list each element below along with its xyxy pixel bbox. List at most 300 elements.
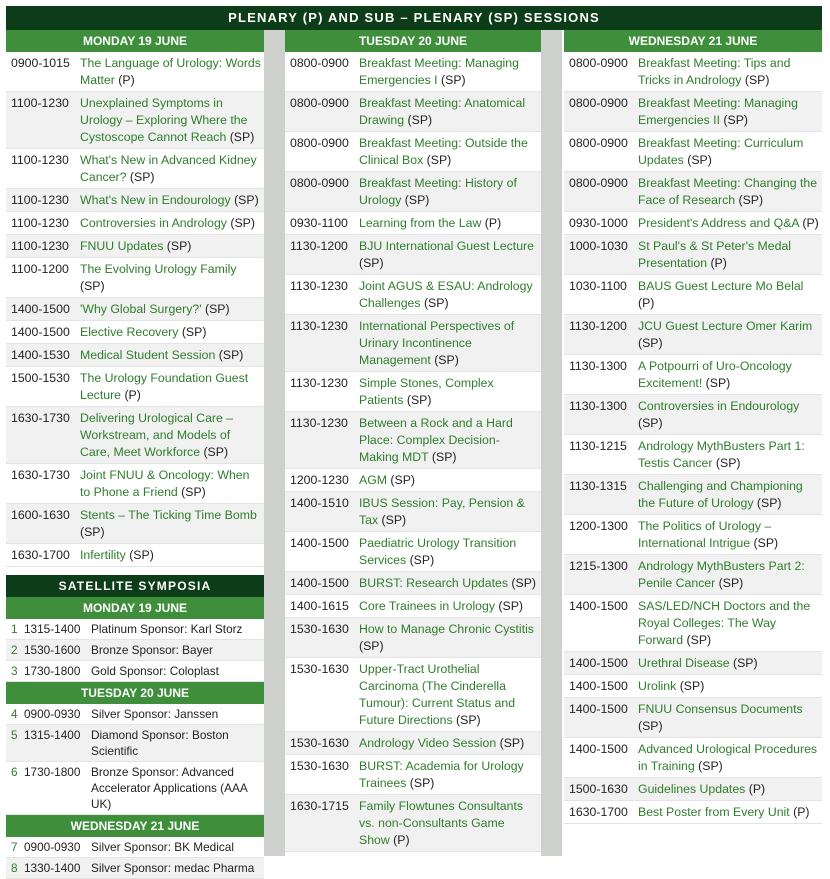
session-name: Infertility (80, 548, 126, 562)
session-row (6, 298, 264, 321)
session-name: Advanced Urological Procedures in Training (638, 742, 818, 773)
session-name: Breakfast Meeting: Changing the Face of Research (638, 176, 818, 207)
session-row (285, 235, 541, 275)
session-row (564, 132, 822, 172)
session-row (6, 544, 264, 567)
session-time: 1130-1200 (569, 319, 627, 333)
session-type: (SP) (729, 656, 758, 670)
session-title (80, 261, 264, 295)
session-type: (SP) (163, 239, 192, 253)
session-title (80, 324, 264, 341)
satellite-row (6, 762, 264, 815)
session-name: BJU International Guest Lecture (359, 239, 534, 253)
session-title (80, 215, 264, 232)
session-title (638, 215, 822, 232)
session-type: (P) (121, 388, 141, 402)
session-row (285, 532, 541, 572)
session-row (6, 258, 264, 298)
session-type: (SP) (230, 193, 259, 207)
satellite-sponsor: Silver Sponsor: BK Medical (91, 840, 234, 854)
satellite-sponsor: Platinum Sponsor: Karl Storz (91, 622, 243, 636)
satellite-sponsor: Silver Sponsor: medac Pharma (91, 861, 255, 875)
session-title (80, 55, 264, 89)
session-name: President's Address and Q&A (638, 216, 799, 230)
satellite-number: 1 (11, 622, 18, 636)
session-row (285, 595, 541, 618)
session-row (6, 189, 264, 212)
session-time: 1130-1300 (569, 359, 627, 373)
session-title (359, 598, 541, 615)
session-row (285, 572, 541, 595)
session-row (6, 321, 264, 344)
session-row (6, 407, 264, 464)
satellite-time: 1730-1800 (24, 765, 81, 779)
satellite-sponsor: Bronze Sponsor: Bayer (91, 643, 213, 657)
session-time: 1130-1215 (569, 439, 627, 453)
session-type: (SP) (420, 296, 449, 310)
session-name: Guidelines Updates (638, 782, 746, 796)
session-name: Delivering Urological Care – Workstream, and Models of Care, Meet Workforce (80, 411, 234, 459)
session-time: 1400-1500 (290, 536, 349, 550)
session-type: (SP) (720, 113, 749, 127)
session-row (6, 52, 264, 92)
page-title: PLENARY (P) AND SUB – PLENARY (SP) SESSIONS (6, 6, 822, 30)
session-name: Between a Rock and a Hard Place: Complex Decision-Making MDT (359, 416, 513, 464)
session-title (638, 781, 822, 798)
session-title (359, 621, 541, 655)
session-title (359, 278, 541, 312)
session-title (638, 398, 822, 432)
session-time: 0800-0900 (569, 56, 628, 70)
session-title (359, 798, 541, 849)
session-row (564, 698, 822, 738)
session-time: 1130-1230 (290, 319, 348, 333)
session-type: (SP) (406, 776, 435, 790)
session-row (564, 738, 822, 778)
session-title (359, 238, 541, 272)
session-type: (SP) (403, 393, 432, 407)
session-row (564, 52, 822, 92)
satellite-number: 3 (11, 664, 18, 678)
session-time: 1630-1715 (290, 799, 349, 813)
tuesday-column (285, 30, 541, 852)
session-name: Andrology MythBusters Part 2: Penile Cancer (638, 559, 805, 590)
session-type: (SP) (715, 576, 744, 590)
session-name: SAS/LED/NCH Doctors and the Royal Colleges: The Way Forward (638, 599, 811, 647)
session-time: 1130-1315 (569, 479, 627, 493)
satellite-time: 1730-1800 (24, 664, 81, 678)
satellite-row (6, 661, 264, 682)
session-name: Best Poster from Every Unit (638, 805, 790, 819)
session-type: (SP) (378, 513, 407, 527)
session-row (285, 92, 541, 132)
session-title (359, 535, 541, 569)
session-type: (SP) (496, 736, 525, 750)
session-name: Breakfast Meeting: Outside the Clinical Box (359, 136, 528, 167)
session-row (285, 732, 541, 755)
session-row (564, 92, 822, 132)
session-time: 1500-1530 (11, 371, 70, 385)
session-name: Breakfast Meeting: Curriculum Updates (638, 136, 804, 167)
session-row (564, 315, 822, 355)
session-type: (SP) (428, 450, 457, 464)
satellite-list (6, 597, 264, 879)
session-name: Paediatric Urology Transition Services (359, 536, 517, 567)
session-time: 1400-1500 (11, 302, 70, 316)
session-time: 1400-1500 (569, 656, 628, 670)
session-title (359, 495, 541, 529)
session-name: Learning from the Law (359, 216, 482, 230)
session-type: (SP) (452, 713, 481, 727)
session-type: (SP) (753, 496, 782, 510)
session-type: (SP) (495, 599, 524, 613)
satellite-sponsor: Bronze Sponsor: Advanced Accelerator Applications (AAA UK) (91, 765, 248, 811)
session-name: Simple Stones, Complex Patients (359, 376, 494, 407)
session-name: Breakfast Meeting: Managing Emergencies II (638, 96, 798, 127)
session-title (80, 238, 264, 255)
satellite-number: 6 (11, 765, 18, 779)
session-name: IBUS Session: Pay, Pension & Tax (359, 496, 525, 527)
session-time: 1600-1630 (11, 508, 70, 522)
session-row (285, 315, 541, 372)
session-row (564, 235, 822, 275)
session-type: (SP) (683, 153, 712, 167)
session-name: Controversies in Endourology (638, 399, 800, 413)
session-name: Medical Student Session (80, 348, 216, 362)
session-name: The Politics of Urology – International Intrigue (638, 519, 772, 550)
session-name: Urolink (638, 679, 677, 693)
session-name: JCU Guest Lecture Omer Karim (638, 319, 813, 333)
session-title (638, 518, 822, 552)
session-list (6, 52, 264, 567)
session-time: 1215-1300 (569, 559, 628, 573)
session-type: (P) (481, 216, 502, 230)
session-type: (SP) (387, 473, 416, 487)
session-type: (SP) (201, 302, 230, 316)
satellite-sponsor: Diamond Sponsor: Boston Scientific (91, 728, 229, 758)
session-time: 1630-1730 (11, 468, 70, 482)
session-time: 0800-0900 (290, 56, 349, 70)
session-time: 1130-1200 (290, 239, 348, 253)
session-time: 1400-1510 (290, 496, 349, 510)
session-row (6, 464, 264, 504)
session-title (80, 301, 264, 318)
session-time: 1530-1630 (290, 759, 349, 773)
session-row (285, 618, 541, 658)
day-heading: TUESDAY 20 JUNE (285, 30, 541, 52)
session-name: BAUS Guest Lecture Mo Belal (638, 279, 804, 293)
session-row (564, 555, 822, 595)
column-gutter (264, 30, 285, 856)
session-type: (SP) (200, 445, 229, 459)
session-title (638, 678, 822, 695)
session-row (6, 149, 264, 189)
column-gutter (541, 30, 562, 856)
session-row (285, 275, 541, 315)
session-title (80, 507, 264, 541)
session-row (564, 395, 822, 435)
session-row (6, 212, 264, 235)
session-title (359, 661, 541, 729)
session-name: Challenging and Championing the Future of Urology (638, 479, 803, 510)
session-name: What's New in Advanced Kidney Cancer? (80, 153, 257, 184)
session-list (285, 52, 541, 852)
session-time: 1630-1700 (11, 548, 70, 562)
session-name: Andrology Video Session (359, 736, 497, 750)
session-time: 1630-1700 (569, 805, 628, 819)
satellite-sponsor: Silver Sponsor: Janssen (91, 707, 219, 721)
session-type: (SP) (508, 576, 537, 590)
session-title (638, 358, 822, 392)
session-row (285, 372, 541, 412)
session-type: (SP) (126, 170, 155, 184)
session-time: 1000-1030 (569, 239, 628, 253)
session-title (359, 415, 541, 466)
session-title (359, 215, 541, 232)
satellite-row (6, 858, 264, 879)
session-time: 1530-1630 (290, 736, 349, 750)
session-type: (SP) (437, 73, 466, 87)
session-time: 1630-1730 (11, 411, 70, 425)
session-time: 1030-1100 (569, 279, 627, 293)
session-title (359, 375, 541, 409)
session-type: (SP) (702, 376, 731, 390)
session-name: Breakfast Meeting: Tips and Tricks in Andrology (638, 56, 791, 87)
session-title (638, 804, 822, 821)
session-type: (SP) (404, 113, 433, 127)
session-time: 1200-1230 (290, 473, 349, 487)
session-name: FNUU Consensus Documents (638, 702, 803, 716)
session-name: Breakfast Meeting: History of Urology (359, 176, 517, 207)
session-title (359, 175, 541, 209)
session-name: Upper-Tract Urothelial Carcinoma (The Cinderella Tumour): Current Status and Future Directions (359, 662, 516, 727)
session-time: 0800-0900 (569, 136, 628, 150)
session-title (359, 758, 541, 792)
session-type: (SP) (178, 325, 207, 339)
session-name: Breakfast Meeting: Managing Emergencies I (359, 56, 519, 87)
session-name: International Perspectives of Urinary Incontinence Management (359, 319, 515, 367)
satellite-row (6, 837, 264, 858)
session-row (564, 172, 822, 212)
satellite-day-heading: WEDNESDAY 21 JUNE (6, 815, 264, 837)
session-title (638, 478, 822, 512)
session-row (285, 172, 541, 212)
session-title (638, 318, 822, 352)
satellite-time: 1315-1400 (24, 728, 81, 742)
session-title (638, 558, 822, 592)
session-type: (SP) (80, 525, 105, 539)
session-title (80, 547, 264, 564)
session-name: A Potpourri of Uro-Oncology Excitement! (638, 359, 792, 390)
session-type: (SP) (406, 553, 435, 567)
satellite-time: 1530-1600 (24, 643, 81, 657)
session-type: (P) (638, 296, 655, 310)
session-time: 0800-0900 (290, 136, 349, 150)
session-row (564, 212, 822, 235)
session-name: Joint FNUU & Oncology: When to Phone a Friend (80, 468, 250, 499)
session-type: (SP) (125, 548, 154, 562)
session-row (6, 235, 264, 258)
session-type: (SP) (177, 485, 206, 499)
session-row (285, 212, 541, 235)
wednesday-column (564, 30, 822, 856)
session-type: (SP) (423, 153, 452, 167)
session-row (285, 52, 541, 92)
session-name: Family Flowtunes Consultants vs. non-Consultants Game Show (359, 799, 524, 847)
satellite-number: 4 (11, 707, 18, 721)
session-name: Joint AGUS & ESAU: Andrology Challenges (359, 279, 533, 310)
satellite-sponsor: Gold Sponsor: Coloplast (91, 664, 219, 678)
day-heading: MONDAY 19 JUNE (6, 30, 264, 52)
session-title (80, 347, 264, 364)
session-name: AGM (359, 473, 388, 487)
session-time: 1100-1230 (11, 153, 69, 167)
satellite-day-heading: MONDAY 19 JUNE (6, 597, 264, 619)
satellite-row (6, 640, 264, 661)
session-time: 1130-1230 (290, 416, 348, 430)
session-title (359, 55, 541, 89)
session-row (564, 355, 822, 395)
session-type: (SP) (215, 348, 244, 362)
session-row (6, 344, 264, 367)
session-time: 1500-1630 (569, 782, 628, 796)
satellite-row (6, 725, 264, 762)
satellite-time: 0900-0930 (24, 840, 81, 854)
session-row (564, 275, 822, 315)
satellite-row (6, 704, 264, 725)
session-type: (SP) (401, 193, 430, 207)
session-row (285, 492, 541, 532)
session-row (564, 801, 822, 824)
session-type: (SP) (430, 353, 459, 367)
session-type: (P) (798, 216, 819, 230)
session-type: (SP) (226, 216, 255, 230)
session-title (638, 175, 822, 209)
session-name: Elective Recovery (80, 325, 179, 339)
session-type: (SP) (638, 416, 663, 430)
session-time: 1400-1500 (569, 702, 628, 716)
session-title (359, 575, 541, 592)
session-name: Core Trainees in Urology (359, 599, 496, 613)
session-row (564, 595, 822, 652)
session-title (638, 95, 822, 129)
session-type: (SP) (712, 456, 741, 470)
session-type: (P) (707, 256, 727, 270)
session-title (80, 192, 264, 209)
session-row (285, 469, 541, 492)
satellite-number: 5 (11, 728, 18, 742)
session-title (638, 135, 822, 169)
session-name: Controversies in Andrology (80, 216, 227, 230)
session-name: The Urology Foundation Guest Lecture (80, 371, 249, 402)
session-time: 1530-1630 (290, 622, 349, 636)
session-type: (SP) (735, 193, 764, 207)
session-title (80, 152, 264, 186)
monday-column (6, 30, 264, 879)
satellite-number: 8 (11, 861, 18, 875)
session-list (564, 52, 822, 824)
session-type: (SP) (694, 759, 723, 773)
session-type: (P) (745, 782, 766, 796)
session-name: Urethral Disease (638, 656, 730, 670)
session-title (80, 95, 264, 146)
session-time: 1400-1500 (11, 325, 70, 339)
session-name: 'Why Global Surgery?' (80, 302, 202, 316)
session-row (564, 675, 822, 698)
day-heading: WEDNESDAY 21 JUNE (564, 30, 822, 52)
session-time: 1530-1630 (290, 662, 349, 676)
satellite-time: 1330-1400 (24, 861, 81, 875)
session-title (638, 598, 822, 649)
session-row (6, 367, 264, 407)
session-time: 1400-1500 (569, 742, 628, 756)
session-title (638, 278, 822, 312)
satellite-time: 1315-1400 (24, 622, 81, 636)
session-title (359, 318, 541, 369)
satellite-day-heading: TUESDAY 20 JUNE (6, 682, 264, 704)
session-type: (SP) (638, 336, 663, 350)
session-row (564, 475, 822, 515)
session-type: (SP) (359, 639, 384, 653)
session-name: Unexplained Symptoms in Urology – Exploring Where the Cystoscope Cannot Reach (80, 96, 248, 144)
session-time: 1130-1300 (569, 399, 627, 413)
session-row (285, 755, 541, 795)
session-type: (SP) (741, 73, 770, 87)
session-row (564, 652, 822, 675)
session-title (638, 701, 822, 735)
session-time: 1100-1230 (11, 239, 69, 253)
session-title (80, 370, 264, 404)
satellite-title: SATELLITE SYMPOSIA (6, 575, 264, 597)
session-name: Andrology MythBusters Part 1: Testis Cancer (638, 439, 805, 470)
session-type: (SP) (750, 536, 779, 550)
session-title (359, 472, 541, 489)
session-time: 0930-1000 (569, 216, 628, 230)
session-time: 1100-1230 (11, 216, 69, 230)
session-type: (SP) (676, 679, 705, 693)
session-time: 1100-1230 (11, 96, 69, 110)
session-name: St Paul's & St Peter's Medal Presentation (638, 239, 792, 270)
session-type: (P) (389, 833, 410, 847)
session-type: (SP) (359, 256, 384, 270)
session-row (285, 412, 541, 469)
session-name: FNUU Updates (80, 239, 164, 253)
session-row (285, 132, 541, 172)
session-name: How to Manage Chronic Cystitis (359, 622, 534, 636)
session-name: BURST: Research Updates (359, 576, 508, 590)
satellite-time: 0900-0930 (24, 707, 81, 721)
session-time: 1400-1615 (290, 599, 349, 613)
session-title (359, 735, 541, 752)
session-time: 0800-0900 (290, 96, 349, 110)
session-title (638, 655, 822, 672)
session-title (359, 135, 541, 169)
session-time: 1400-1530 (11, 348, 70, 362)
session-name: What's New in Endourology (80, 193, 231, 207)
session-title (638, 238, 822, 272)
session-name: The Evolving Urology Family (80, 262, 237, 276)
session-row (6, 92, 264, 149)
session-row (564, 435, 822, 475)
session-name: Breakfast Meeting: Anatomical Drawing (359, 96, 526, 127)
session-time: 0930-1100 (290, 216, 348, 230)
session-time: 1400-1500 (569, 679, 628, 693)
session-type: (SP) (683, 633, 712, 647)
session-title (359, 95, 541, 129)
session-title (638, 55, 822, 89)
session-title (80, 410, 264, 461)
session-time: 1200-1300 (569, 519, 628, 533)
